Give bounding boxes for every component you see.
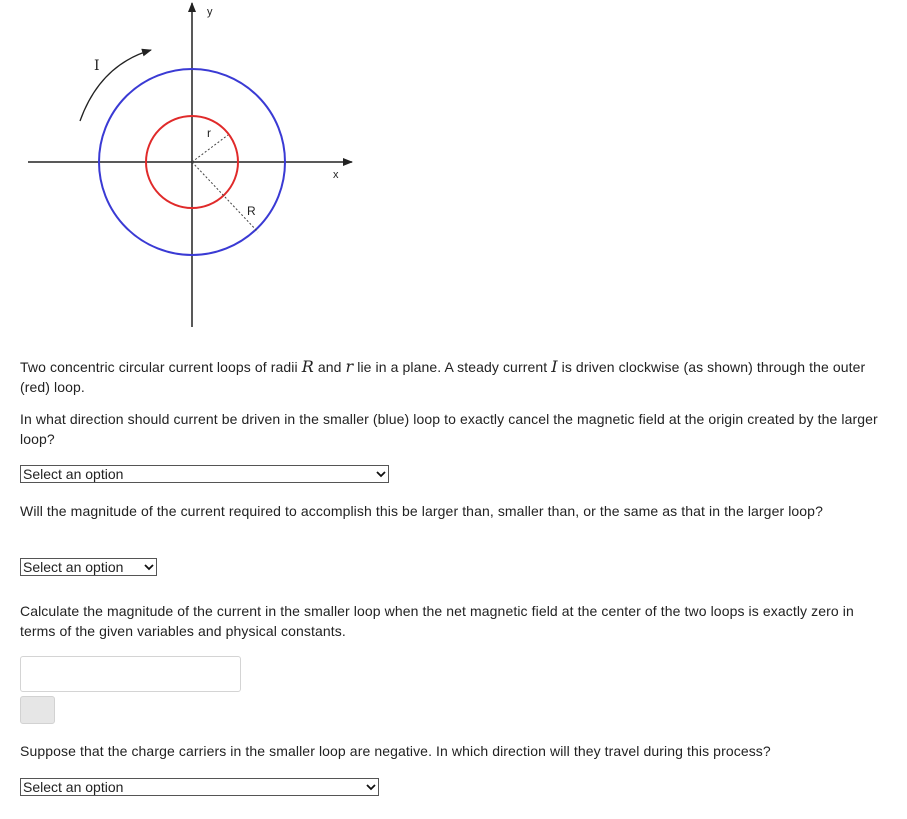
var-I: I: [551, 357, 558, 376]
charge-direction-select-value: Select an option: [23, 779, 124, 795]
y-axis-label: y: [207, 6, 213, 18]
outer-radius-line: [192, 162, 258, 232]
question-2-text: Will the magnitude of the current required to accomplish this be larger than, smaller than, or the same as that in the larger loop?: [20, 503, 823, 519]
direction-select[interactable]: [20, 465, 389, 483]
current-label: I: [94, 58, 100, 74]
question-3-text: Calculate the magnitude of the current in the smaller loop when the net magnetic field at the center of the two loops is exactly zero in terms of the given variables and physical constants.: [20, 603, 854, 639]
chevron-down-icon: [142, 559, 156, 575]
outer-radius-label: R: [247, 204, 256, 218]
problem-statement: Two concentric circular current loops of radii R and r lie in a plane. A steady current I is driven clockwise (as shown) through the outer (red) loop.: [20, 357, 866, 395]
question-1-text: In what direction should current be driven in the smaller (blue) loop to exactly cancel the magnetic field at the origin created by the larger loop?: [20, 411, 878, 447]
chevron-down-icon: [364, 779, 378, 795]
inner-radius-label: r: [207, 126, 211, 140]
question-4-text: Suppose that the charge carriers in the smaller loop are negative. In which direction will they travel during this process?: [20, 743, 771, 759]
direction-select-value: Select an option: [23, 466, 124, 482]
x-axis-label: x: [333, 169, 339, 181]
charge-direction-select[interactable]: [20, 778, 379, 796]
var-r: r: [345, 357, 354, 376]
equation-editor-button[interactable]: [20, 696, 55, 724]
magnitude-select-value: Select an option: [23, 559, 124, 575]
chevron-down-icon: [374, 466, 388, 482]
magnitude-comparison-select[interactable]: [20, 558, 157, 576]
concentric-loops-figure: [0, 0, 400, 335]
var-R: R: [301, 357, 314, 376]
current-answer-input[interactable]: [20, 656, 241, 692]
